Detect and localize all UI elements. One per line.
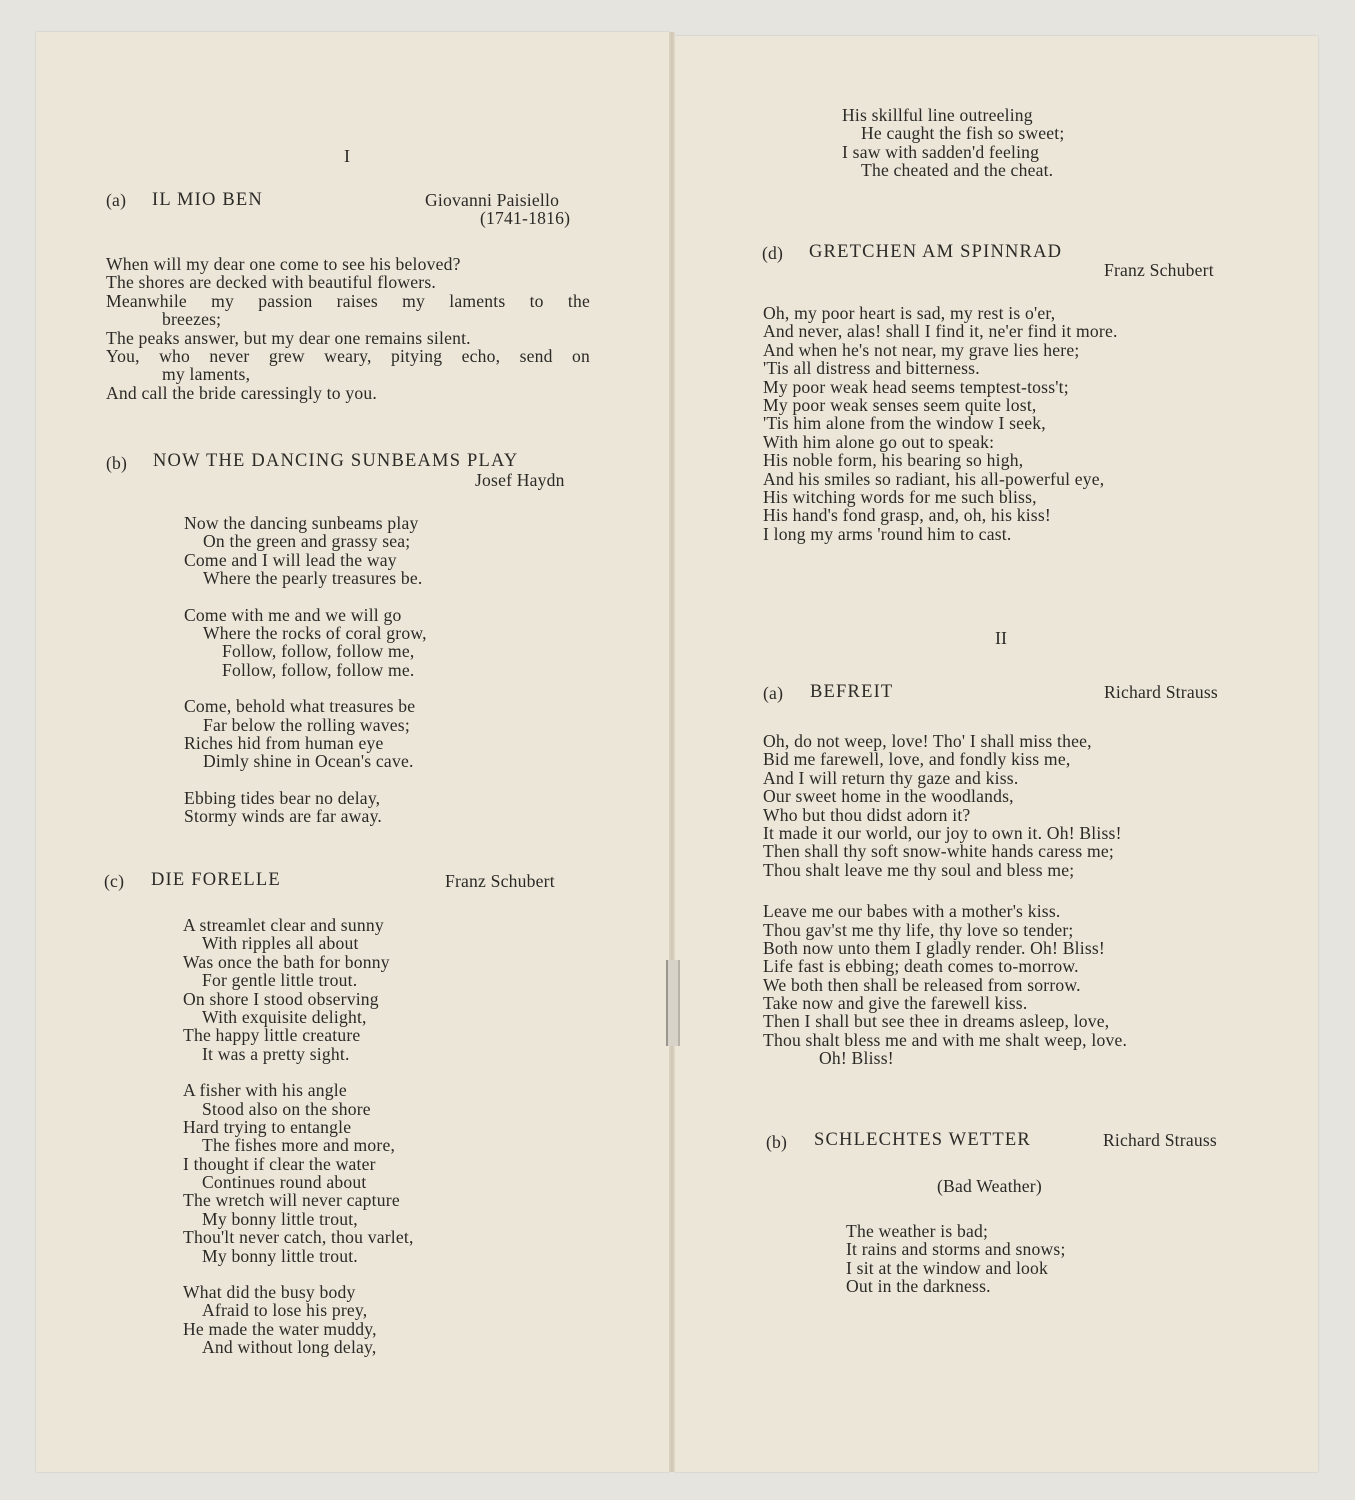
lyric-line: It rains and storms and snows; (846, 1239, 1066, 1260)
lyric-line: My poor weak senses seem quite lost, (763, 394, 1037, 415)
lyric-line: And never, alas! shall I find it, ne'er find it more. (763, 321, 1118, 342)
lyric-line: Thou shalt leave me thy soul and bless me; (763, 859, 1075, 880)
lyric-line: Life fast is ebbing; death comes to-morrow. (763, 956, 1079, 977)
lyric-line: With exquisite delight, (202, 1006, 367, 1027)
lyric-line: Then I shall but see thee in dreams asleep, love, (763, 1011, 1110, 1032)
composer-name: Josef Haydn (475, 470, 565, 490)
section-numeral: I (344, 146, 350, 166)
lyric-line: The weather is bad; (846, 1221, 989, 1241)
item-label: (b) (106, 453, 128, 473)
lyric-line: Thou gav'st me thy life, thy love so tender; (763, 919, 1074, 940)
lyric-line: And when he's not near, my grave lies here; (763, 339, 1080, 360)
lyric-line: Far below the rolling waves; (203, 714, 410, 735)
lyric-line: A fisher with his angle (183, 1080, 347, 1101)
lyric-line: Who but thou didst adorn it? (763, 804, 971, 825)
lyric-line: Then shall thy soft snow-white hands caress me; (763, 841, 1114, 862)
lyric-line: A streamlet clear and sunny (183, 915, 384, 935)
composer-years: (1741-1816) (480, 208, 571, 228)
lyric-line: Come, behold what treasures be (184, 696, 416, 717)
lyric-line: The fishes more and more, (202, 1135, 396, 1156)
lyric-line: Oh! Bliss! (819, 1048, 894, 1069)
lyric-line: Take now and give the farewell kiss. (763, 993, 1028, 1014)
lyric-line: When will my dear one come to see his beloved? (106, 254, 461, 274)
lyric-line: What did the busy body (183, 1282, 356, 1303)
lyric-line: His witching words for me such bliss, (763, 486, 1037, 507)
lyric-line: My bonny little trout. (202, 1245, 358, 1266)
lyric-line: Oh, my poor heart is sad, my rest is o'er, (763, 303, 1056, 323)
lyric-line: Leave me our babes with a mother's kiss. (763, 901, 1061, 922)
lyric-line: We both then shall be released from sorrow. (763, 974, 1081, 995)
lyric-line: You, who never grew weary, pitying echo, send on (106, 345, 590, 366)
lyric-line: He made the water muddy, (183, 1318, 377, 1339)
lyric-line: His noble form, his bearing so high, (763, 450, 1024, 471)
lyric-line: The wretch will never capture (183, 1190, 400, 1211)
lyric-line: With him alone go out to speak: (763, 431, 995, 452)
composer-name: Richard Strauss (1104, 682, 1218, 702)
lyric-line: Both now unto them I gladly render. Oh! Bliss! (763, 937, 1105, 958)
lyric-line: Meanwhile my passion raises my laments to the (106, 290, 590, 311)
composer-name: Giovanni Paisiello (425, 190, 560, 210)
song-title: IL MIO BEN (152, 190, 263, 210)
lyric-line: Out in the darkness. (846, 1276, 991, 1297)
lyric-line: Come and I will lead the way (184, 549, 397, 570)
lyric-line: I sit at the window and look (846, 1257, 1049, 1278)
lyric-line: Was once the bath for bonny (183, 951, 390, 972)
lyric-line: The cheated and the cheat. (861, 160, 1054, 181)
lyric-line: Afraid to lose his prey, (202, 1300, 368, 1321)
song-title: NOW THE DANCING SUNBEAMS PLAY (153, 451, 519, 471)
section-numeral: II (995, 628, 1007, 648)
lyric-line: For gentle little trout. (202, 970, 358, 991)
item-label: (a) (763, 683, 784, 703)
lyric-line: And call the bride caressingly to you. (106, 382, 377, 403)
lyric-line: His hand's fond grasp, and, oh, his kiss! (763, 505, 1051, 526)
lyric-line: The peaks answer, but my dear one remains silent. (106, 327, 471, 348)
item-label: (b) (766, 1132, 788, 1152)
lyric-line: Bid me farewell, love, and fondly kiss me, (763, 749, 1071, 770)
lyrics-block (106, 255, 590, 402)
lyric-line: 'Tis all distress and bitterness. (763, 358, 980, 379)
lyric-line: Come with me and we will go (184, 604, 402, 625)
lyrics-block (846, 1222, 1166, 1296)
lyric-line: My bonny little trout, (202, 1208, 358, 1229)
lyrics-block (183, 916, 523, 1357)
lyric-line: Stormy winds are far away. (184, 806, 383, 827)
lyric-line: Follow, follow, follow me. (222, 659, 415, 680)
lyric-line: The shores are decked with beautiful flowers. (106, 272, 436, 293)
lyric-line: On the green and grassy sea; (203, 531, 411, 552)
song-title: DIE FORELLE (151, 870, 281, 890)
lyric-line: Where the rocks of coral grow, (203, 622, 427, 643)
lyrics-block (763, 304, 1253, 543)
lyric-line: Continues round about (202, 1172, 367, 1193)
lyric-line: On shore I stood observing (183, 988, 379, 1009)
lyrics-block (763, 732, 1258, 1068)
lyric-line: His skillful line outreeling (842, 105, 1033, 125)
lyric-line: The happy little creature (183, 1025, 361, 1046)
lyric-line: I long my arms 'round him to cast. (763, 523, 1012, 544)
lyric-line: Dimly shine in Ocean's cave. (203, 751, 414, 772)
composer-name: Franz Schubert (1104, 260, 1214, 280)
lyric-line: I saw with sadden'd feeling (842, 141, 1040, 162)
lyric-line: Hard trying to entangle (183, 1116, 352, 1137)
song-title: GRETCHEN AM SPINNRAD (809, 242, 1063, 262)
lyric-line: I thought if clear the water (183, 1153, 376, 1174)
lyric-line: And I will return thy gaze and kiss. (763, 767, 1019, 788)
lyric-line: my laments, (162, 364, 251, 385)
item-label: (c) (104, 871, 125, 891)
lyric-line: With ripples all about (202, 933, 359, 954)
lyric-line: Where the pearly treasures be. (203, 568, 423, 589)
lyric-line: It made it our world, our joy to own it. Oh! Bliss! (763, 822, 1122, 843)
lyric-line: Stood also on the shore (202, 1098, 371, 1119)
lyric-line: Thou'lt never catch, thou varlet, (183, 1227, 414, 1248)
song-subtitle: (Bad Weather) (937, 1176, 1042, 1196)
lyric-line: He caught the fish so sweet; (861, 123, 1065, 144)
lyric-line: Thou shalt bless me and with me shalt weep, love. (763, 1029, 1128, 1050)
composer-name: Franz Schubert (445, 871, 555, 891)
binding-gutter (669, 32, 675, 1472)
lyric-line: 'Tis him alone from the window I seek, (763, 413, 1046, 434)
lyric-line: Riches hid from human eye (184, 732, 384, 753)
lyric-line: Oh, do not weep, love! Tho' I shall miss thee, (763, 731, 1092, 751)
lyric-line: It was a pretty sight. (202, 1043, 350, 1064)
item-label: (a) (106, 190, 127, 210)
composer-name: Richard Strauss (1103, 1130, 1217, 1150)
lyric-line: And his smiles so radiant, his all-powerful eye, (763, 468, 1105, 489)
staple (666, 960, 680, 1046)
lyric-line: Ebbing tides bear no delay, (184, 787, 381, 808)
lyric-line: Follow, follow, follow me, (222, 641, 415, 662)
item-label: (d) (762, 243, 784, 263)
song-title: BEFREIT (810, 682, 894, 702)
lyric-line: Now the dancing sunbeams play (184, 513, 419, 533)
lyric-line: Our sweet home in the woodlands, (763, 786, 1014, 807)
lyrics-block (842, 106, 1162, 180)
lyric-line: My poor weak head seems temptest-toss't; (763, 376, 1069, 397)
song-title: SCHLECHTES WETTER (814, 1130, 1031, 1150)
lyrics-block (184, 514, 524, 825)
lyric-line: And without long delay, (202, 1337, 377, 1358)
lyric-line: breezes; (162, 309, 222, 330)
